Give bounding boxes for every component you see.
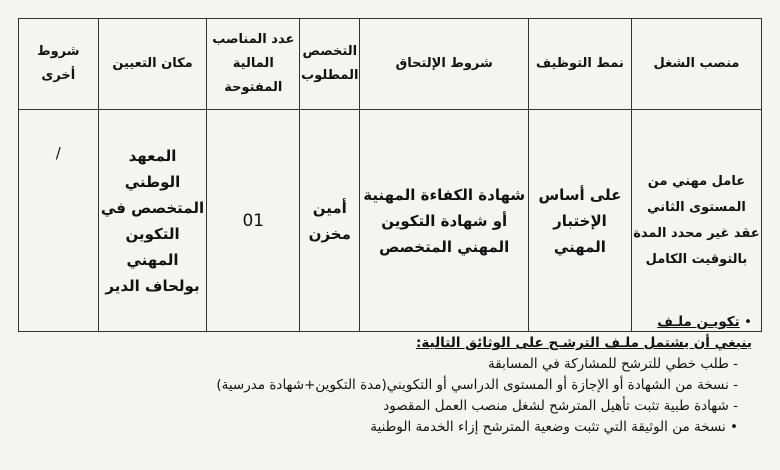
cell-conditions: شهادة الكفاءة المهنية أو شهادة التكوين المهني المتخصص [360, 110, 529, 332]
cell-position: عامل مهني من المستوى الثاني عقد غير محدد المدة بالتوقيت الكامل [631, 110, 761, 332]
cell-specialty: أمين مخزن [300, 110, 360, 332]
list-item: - طلب خطي للترشح للمشاركة في المسابقة [488, 356, 738, 372]
list-item: - نسخة من الشهادة أو الإجازة أو المستوى الدراسي أو التكويني(مدة التكوين+شهادة مدرسية) [216, 377, 738, 393]
header-recruitment-mode: نمط التوظيف [528, 19, 631, 110]
intro-text: ينبغي أن يشتمل ملـف الترشـح على الوثائق التالية: [416, 335, 752, 351]
list-item: - شهادة طبية تثبت تأهيل المترشح لشغل منصب العمل المقصود [383, 398, 738, 414]
cell-location: المعهد الوطني المتخصص في التكوين المهني بولحاف الدير [98, 110, 207, 332]
file-requirements [12, 312, 752, 438]
header-conditions: شروط الإلتحاق [360, 19, 529, 110]
header-specialty: التخصص المطلوب [300, 19, 360, 110]
cell-other-conditions: / [19, 110, 99, 332]
cell-positions-count: 01 [207, 110, 300, 332]
table-row [19, 110, 762, 332]
cell-recruitment-mode: على أساس الإختبار المهني [528, 110, 631, 332]
list-item: • نسخة من الوثيقة التي تثبت وضعية المترشح إزاء الخدمة الوطنية [370, 419, 738, 435]
header-other-conditions: شروط أخرى [19, 19, 99, 110]
header-position: منصب الشغل [631, 19, 761, 110]
job-table [18, 18, 762, 332]
table-header-row [19, 19, 762, 110]
section-title: • تكويـن ملـف [657, 314, 752, 330]
header-location: مكان التعيين [98, 19, 207, 110]
header-positions-count: عدد المناصب المالية المفتوحة [207, 19, 300, 110]
